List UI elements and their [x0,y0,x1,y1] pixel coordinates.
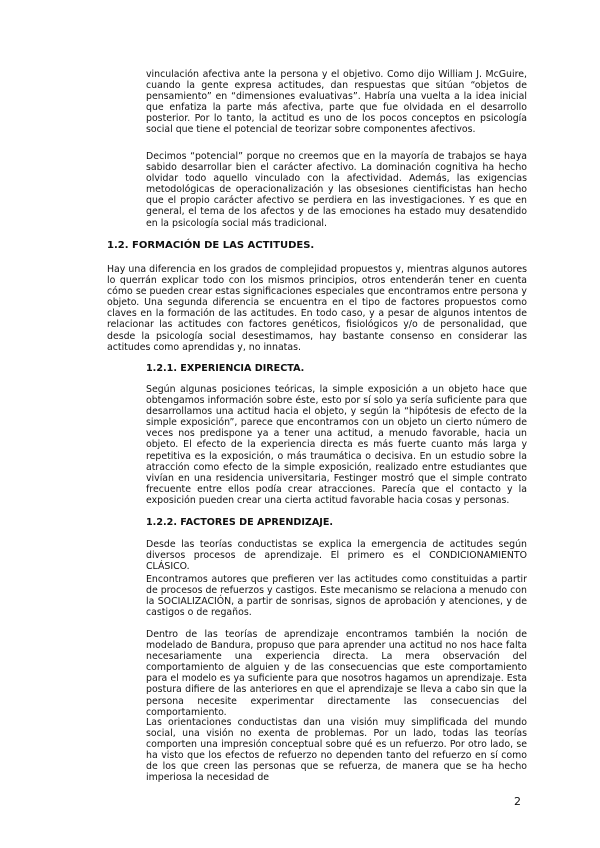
section-paragraph: Hay una diferencia en los grados de complejidad propuestos y, mientras algunos autores lo querrán explicar todo con los mismos principios, otros entenderán tener en cuenta cómo se pueden crear estas significaciones especiales que encontramos entre persona y objeto. Una segunda diferencia se encuentra en el tipo de factores propuestos como claves en la formación de las actitudes. En todo caso, y a pesar de algunos intentos de relacionar las actitudes con factores genéticos, fisiológicos y/o de personalidad, que desde la psicología social desestimamos, hay bastante consenso en considerar las actitudes como aprendidas y, no innatas. [107,264,527,353]
intro-paragraph-2: Decimos “potencial” porque no creemos que en la mayoría de trabajos se haya sabido desarrollar bien el carácter afectivo. La dominación cognitiva ha hecho olvidar todo aquello vinculado con la afectividad. Además, las exigencias metodológicas de operacionalización y las obsesiones cientificistas han hecho que el propio carácter afectivo se perdiera en las investigaciones. Y es que en general, el tema de los afectos y de las emociones ha estado muy desatendido en la psicología social más tradicional. [146,151,527,229]
subsection-1-heading: 1.2.1. EXPERIENCIA DIRECTA. [146,363,305,374]
subsection-2-paragraph-1: Desde las teorías conductistas se explica la emergencia de actitudes según diversos procesos de aprendizaje. El primero es el CONDICIONAMIENTO CLÁSICO. [146,539,527,573]
subsection-2-paragraph-3: Dentro de las teorías de aprendizaje encontramos también la noción de modelado de Bandura, propuso que para aprender una actitud no nos hace falta necesariamente una experiencia directa. La mera observación del comportamiento de alguien y de las consecuencias que este comportamiento para el modelo es ya suficiente para que nosotros hagamos un aprendizaje. Esta postura difiere de las anteriores en que el aprendizaje se lleva a cabo sin que la persona necesite experimentar directamente las consecuencias del comportamiento. [146,629,527,718]
subsection-2-heading: 1.2.2. FACTORES DE APRENDIZAJE. [146,517,334,528]
intro-paragraph-1: vinculación afectiva ante la persona y el objetivo. Como dijo William J. McGuire, cuando la gente expresa actitudes, dan respuestas que sitúan “objetos de pensamiento” en “dimensiones evaluativas”. Habría una vuelta a la idea inicial que enfatiza la parte más afectiva, parte que fue olvidada en el desarrollo posterior. Por lo tanto, la actitud es uno de los pocos conceptos en psicología social que tiene el potencial de teorizar sobre componentes afectivos. [146,69,527,136]
subsection-2-paragraph-2: Encontramos autores que prefieren ver las actitudes como constituidas a partir de procesos de refuerzos y castigos. Este mecanismo se relaciona a menudo con la SOCIALIZACIÓN, a partir de sonrisas, signos de aprobación y atenciones, y de castigos o de regaños. [146,574,527,619]
page-number: 2 [514,795,521,808]
subsection-1-paragraph: Según algunas posiciones teóricas, la simple exposición a un objeto hace que obtengamos información sobre éste, esto por sí solo ya sería suficiente para que desarrollamos una actitud hacia el objeto, y según la “hipótesis de efecto de la simple exposición”, parece que encontramos con un objeto un cierto número de veces nos predispone ya a tener una actitud, a menudo favorable, hacia un objeto. El efecto de la experiencia directa es más fuerte cuanto más larga y repetitiva es la exposición, o más traumática o decisiva. En un estudio sobre la atracción como efecto de la simple exposición, realizado entre estudiantes que vivían en una residencia universitaria, Festinger mostró que el simple contrato frecuente entre ellos podía crear atracciones. Parecía que el contacto y la exposición pueden crear una cierta actitud favorable hacia cosas y personas. [146,384,527,506]
section-heading: 1.2. FORMACIÓN DE LAS ACTITUDES. [107,240,315,251]
subsection-2-paragraph-4: Las orientaciones conductistas dan una visión muy simplificada del mundo social, una visión no exenta de problemas. Por un lado, todas las teorías comporten una impresión conceptual sobre qué es un refuerzo. Por otro lado, se ha visto que los efectos de refuerzo no dependen tanto del refuerzo en sí como de los que creen las personas que se refuerza, de manera que se ha hecho imperiosa la necesidad de [146,717,527,784]
